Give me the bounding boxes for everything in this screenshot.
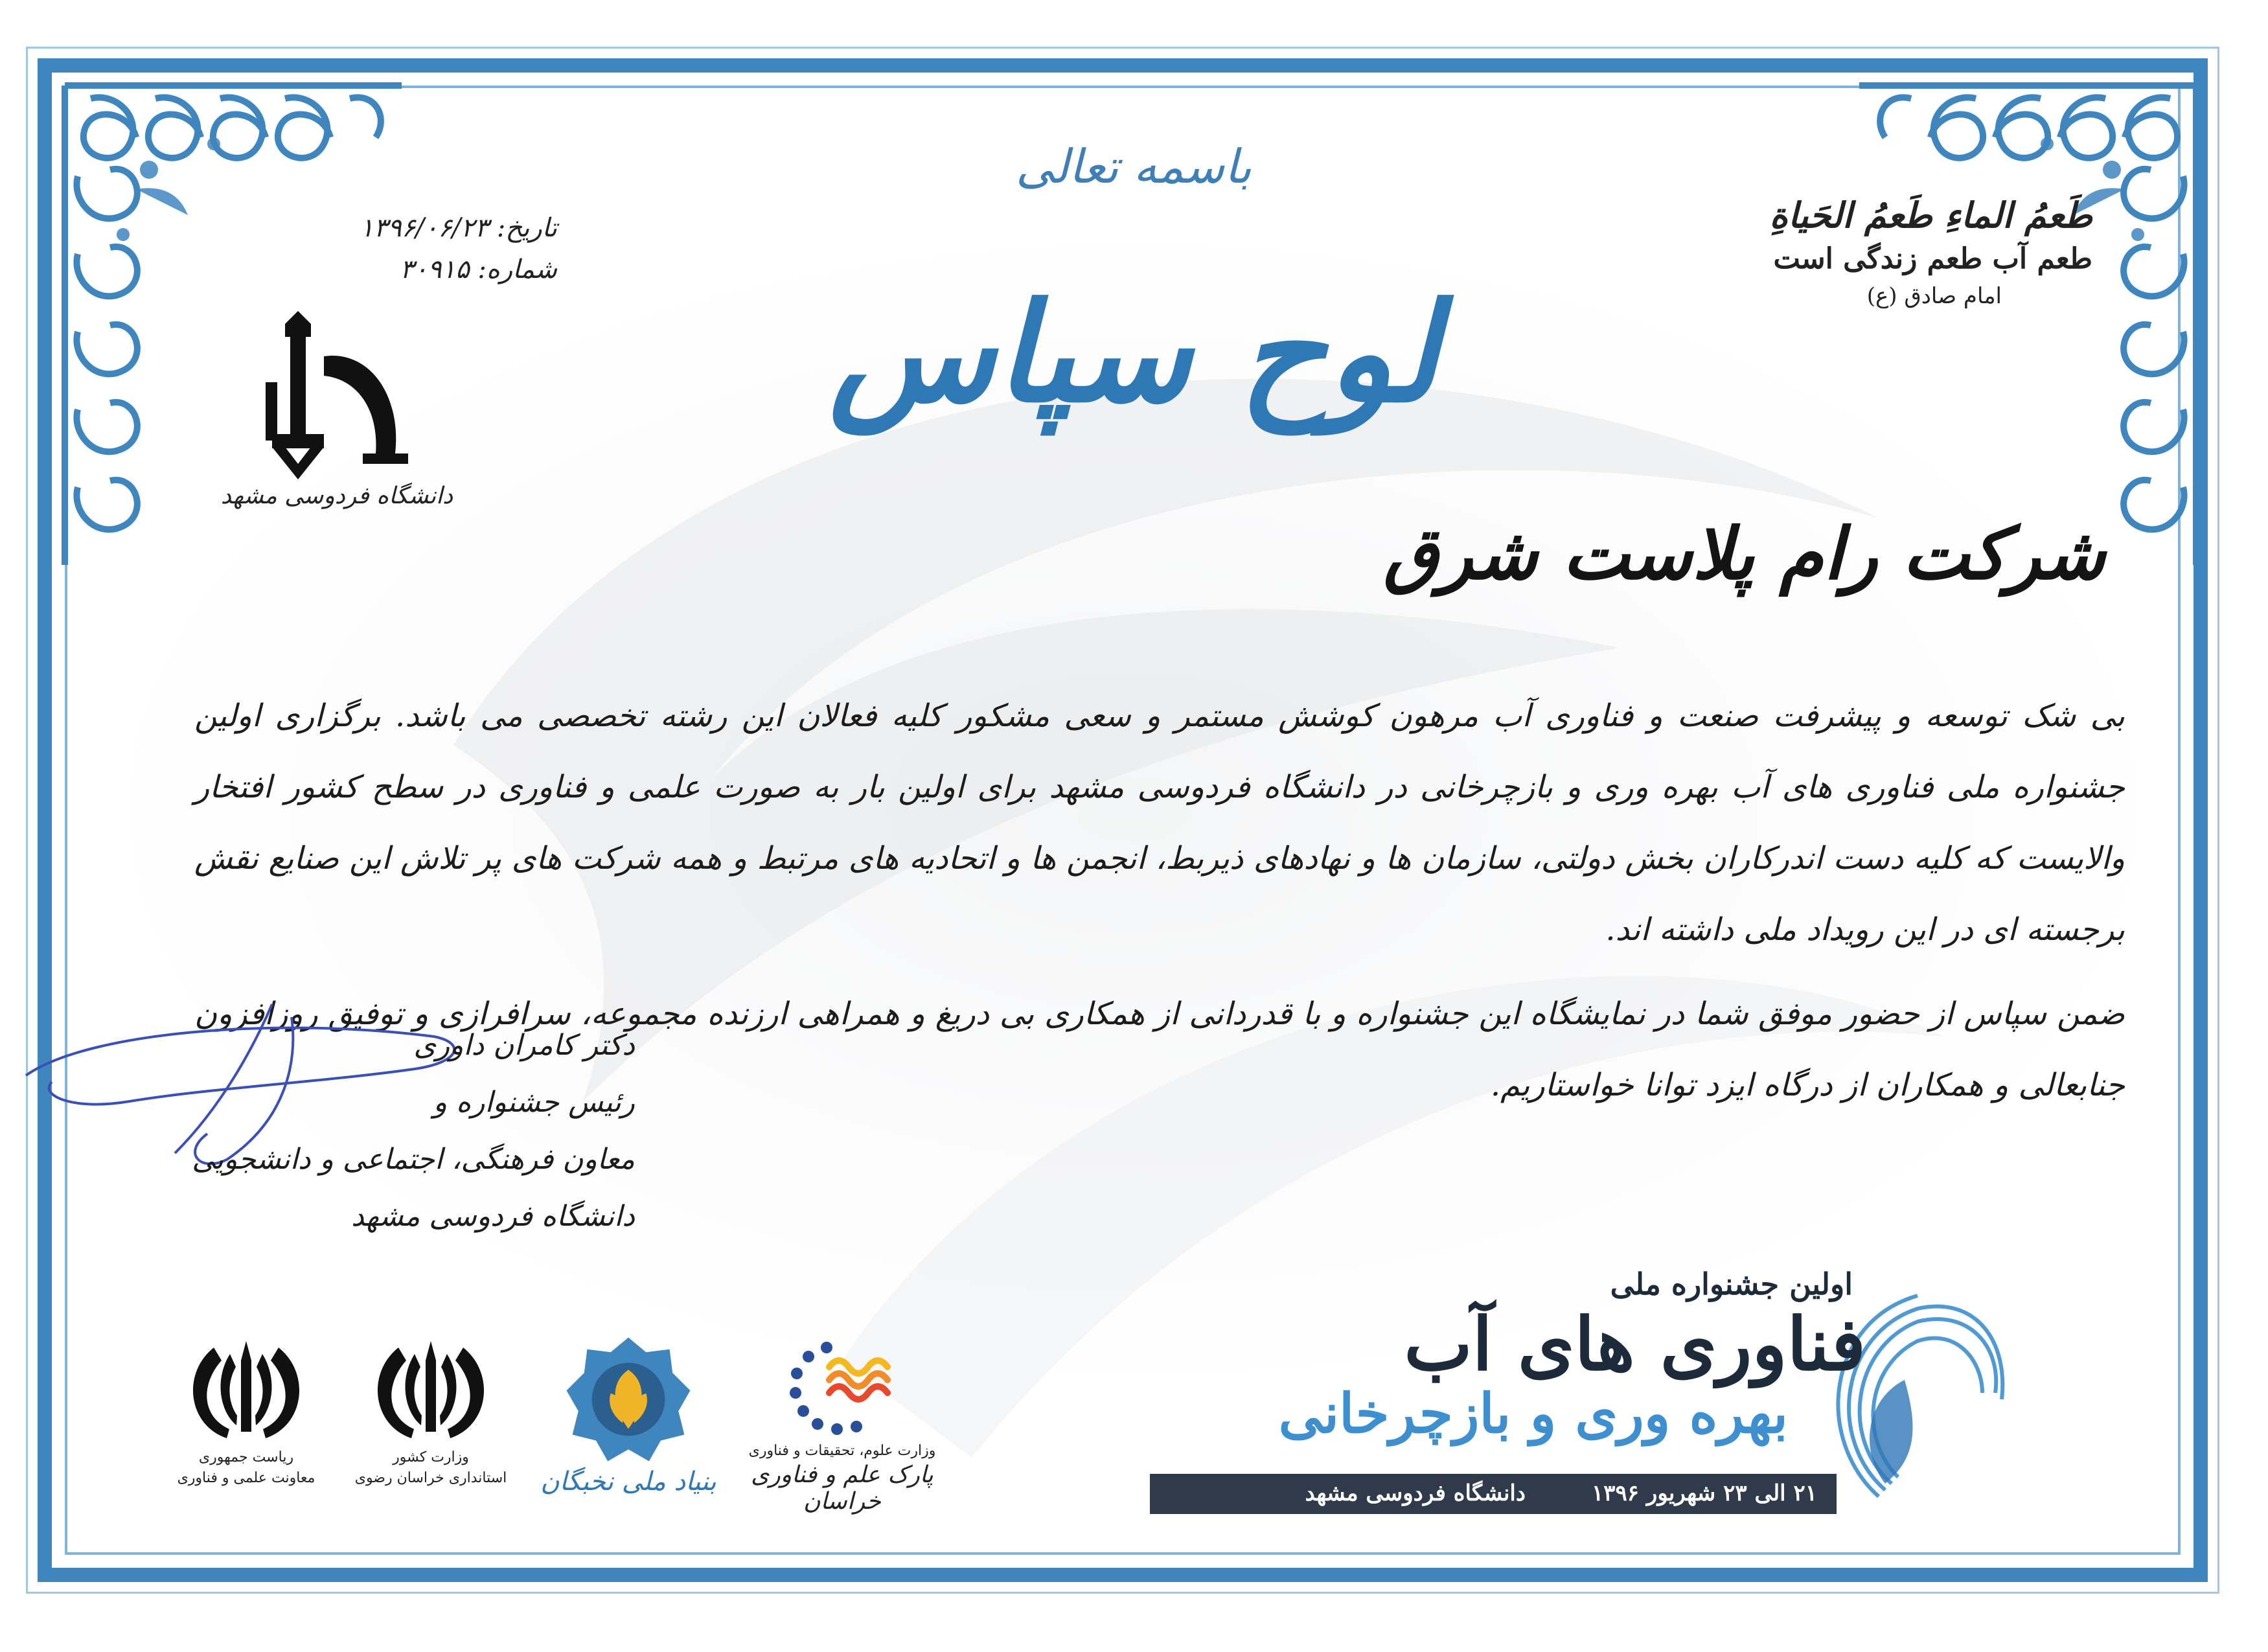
festival-subtitle: اولین جشنواره ملی xyxy=(1610,1267,1853,1302)
presidency-logo-block xyxy=(168,1335,324,1489)
quote-attribution: امام صادق (ع) xyxy=(1866,283,2002,309)
number-line: شماره: ۳۰۹۱۵ xyxy=(400,255,557,284)
university-name: دانشگاه فردوسی مشهد xyxy=(220,483,453,509)
recipient-company: شرکت رام پلاست شرق xyxy=(1383,512,2105,595)
elites-foundation-emblem-icon xyxy=(564,1335,693,1464)
signatory-block xyxy=(130,1017,635,1245)
iran-emblem-icon xyxy=(175,1335,317,1445)
body-paragraph-1: بی شک توسعه و پیشرفت صنعت و فناوری آب مرهون کوشش مستمر و سعی مشکور کلیه فعالان این رشته تخصصی می باشد. برگزاری اولین جشنواره ملی فناوری های آب بهره وری و بازچرخانی در دانشگاه فردوسی مشهد برای اولین بار به صورت علمی و فناوری در سطح کشور افتخار والایست که کلیه دست اندرکاران بخش دولتی، سازمان ها و نهادهای ذیربط، انجمن ها و اتحادیه های مرتبط و همه شرکت های پر تلاش این صنایع نقش برجسته ای در این رویداد ملی داشته اند. xyxy=(194,698,2125,948)
interior-caption-1: وزارت کشور xyxy=(393,1449,469,1465)
signatory-role-2: معاون فرهنگی، اجتماعی و دانشجویی دانشگاه فردوسی مشهد xyxy=(192,1143,635,1233)
festival-dates: ۲۱ الی ۲۳ شهریور ۱۳۹۶ xyxy=(1592,1480,1817,1506)
iran-emblem-icon xyxy=(360,1335,502,1445)
presidency-caption-2: معاونت علمی و فناوری xyxy=(177,1470,315,1486)
date-line: تاریخ: ۱۳۹۶/۰۶/۲۳ xyxy=(360,213,557,243)
interior-caption-2: استانداری خراسان رضوی xyxy=(354,1470,507,1486)
festival-info-bar xyxy=(1150,1474,1837,1514)
signatory-name: دکتر کامران داوری xyxy=(413,1029,635,1062)
science-park-logo-block xyxy=(726,1335,959,1515)
science-park-name: پارک علم و فناوری خراسان xyxy=(751,1462,934,1515)
festival-title-2: بهره وری و بازچرخانی xyxy=(1278,1381,1788,1445)
hadith-quote xyxy=(1652,194,2092,309)
ornament-corner-top-right xyxy=(1846,73,2209,578)
ministry-caption: وزارت علوم، تحقیقات و فناوری xyxy=(748,1443,936,1459)
festival-venue: دانشگاه فردوسی مشهد xyxy=(1305,1480,1526,1506)
interior-ministry-logo-block xyxy=(353,1335,509,1489)
signatory-role-1: رئیس جشنواره و xyxy=(433,1086,635,1119)
elites-foundation-name: بنیاد ملی نخبگان xyxy=(540,1467,716,1497)
body-paragraph-2: ضمن سپاس از حضور موفق شما در نمایشگاه این جشنواره و با قدردانی از همکاری بی دریغ و همراهی ارزنده مجموعه، سرافرازی و توفیق روزافزون جنابعالی و همکاران از درگاه ایزد توانا خواستاریم. xyxy=(194,996,2125,1103)
science-park-emblem-icon xyxy=(777,1335,907,1438)
presidency-caption-1: ریاست جمهوری xyxy=(198,1449,294,1465)
elites-foundation-logo-block xyxy=(531,1335,726,1497)
certificate-title: لوح سپاس xyxy=(829,273,1439,433)
festival-title-1: فناوری های آب xyxy=(1404,1302,1866,1387)
quote-arabic: طَعمُ الماءِ طَعمُ الحَیاةِ xyxy=(1769,194,2092,236)
ferdowsi-university-logo xyxy=(246,311,415,499)
basmala: باسمه تعالی xyxy=(1015,139,1252,194)
quote-farsi: طعم آب طعم زندگی است xyxy=(1773,242,2092,275)
date-number-block xyxy=(194,207,557,290)
